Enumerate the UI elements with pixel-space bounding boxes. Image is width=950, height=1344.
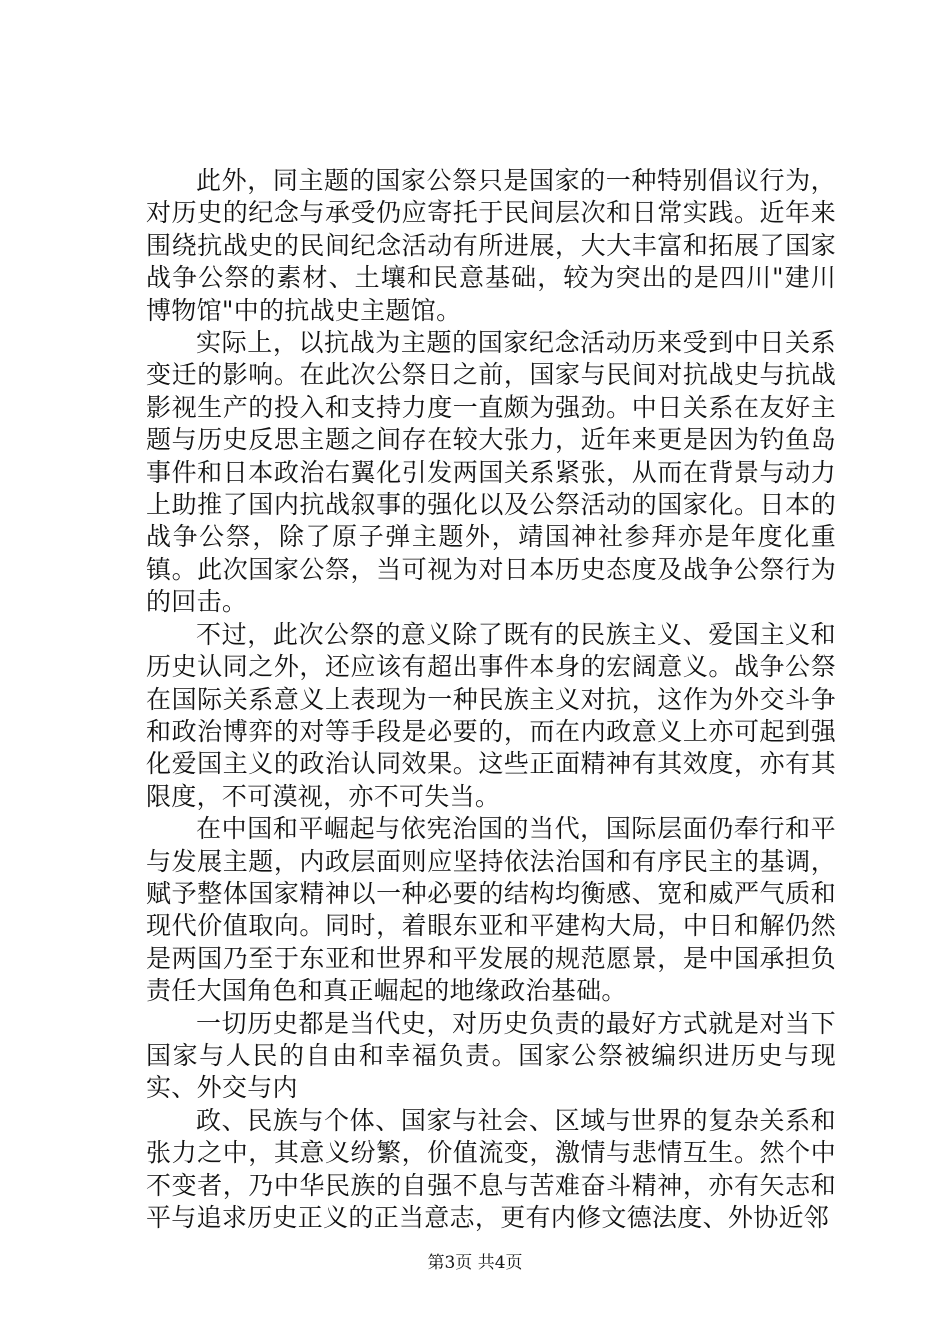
page-number-footer: 第3页 共4页	[427, 1253, 523, 1273]
paragraph: 在中国和平崛起与依宪治国的当代，国际层面仍奉行和平与发展主题，内政层面则应坚持依法治国和有序民主的基调，赋予整体国家精神以一种必要的结构均衡感、宽和威严气质和现代价值取向。同时，着眼东亚和平建构大局，中日和解仍然是两国乃至于东亚和世界和平发展的规范愿景，是中国承担负责任大国角色和真正崛起的地缘政治基础。	[146, 814, 836, 1006]
article-body	[146, 165, 836, 1234]
paragraph: 实际上，以抗战为主题的国家纪念活动历来受到中日关系变迁的影响。在此次公祭日之前，国家与民间对抗战史与抗战影视生产的投入和支持力度一直颇为强劲。中日关系在友好主题与历史反思主题之间存在较大张力，近年来更是因为钓鱼岛事件和日本政治右翼化引发两国关系紧张，从而在背景与动力上助推了国内抗战叙事的强化以及公祭活动的国家化。日本的战争公祭，除了原子弹主题外，靖国神社参拜亦是年度化重镇。此次国家公祭，当可视为对日本历史态度及战争公祭行为的回击。	[146, 328, 836, 617]
paragraph: 政、民族与个体、国家与社会、区域与世界的复杂关系和张力之中，其意义纷繁，价值流变，激情与悲情互生。然个中不变者，乃中华民族的自强不息与苦难奋斗精神，亦有矢志和平与追求历史正义的正当意志，更有内修文德法度、外协近邻	[146, 1105, 836, 1232]
paragraph: 此外，同主题的国家公祭只是国家的一种特别倡议行为，对历史的纪念与承受仍应寄托于民间层次和日常实践。近年来围绕抗战史的民间纪念活动有所进展，大大丰富和拓展了国家战争公祭的素材、土壤和民意基础，较为突出的是四川"建川博物馆"中的抗战史主题馆。	[146, 166, 836, 325]
paragraph: 不过，此次公祭的意义除了既有的民族主义、爱国主义和历史认同之外，还应该有超出事件本身的宏阔意义。战争公祭在国际关系意义上表现为一种民族主义对抗，这作为外交斗争和政治博弈的对等手段是必要的，而在内政意义上亦可起到强化爱国主义的政治认同效果。这些正面精神有其效度，亦有其限度，不可漠视，亦不可失当。	[146, 619, 836, 811]
paragraph: 一切历史都是当代史，对历史负责的最好方式就是对当下国家与人民的自由和幸福负责。国家公祭被编织进历史与现实、外交与内	[146, 1008, 836, 1103]
